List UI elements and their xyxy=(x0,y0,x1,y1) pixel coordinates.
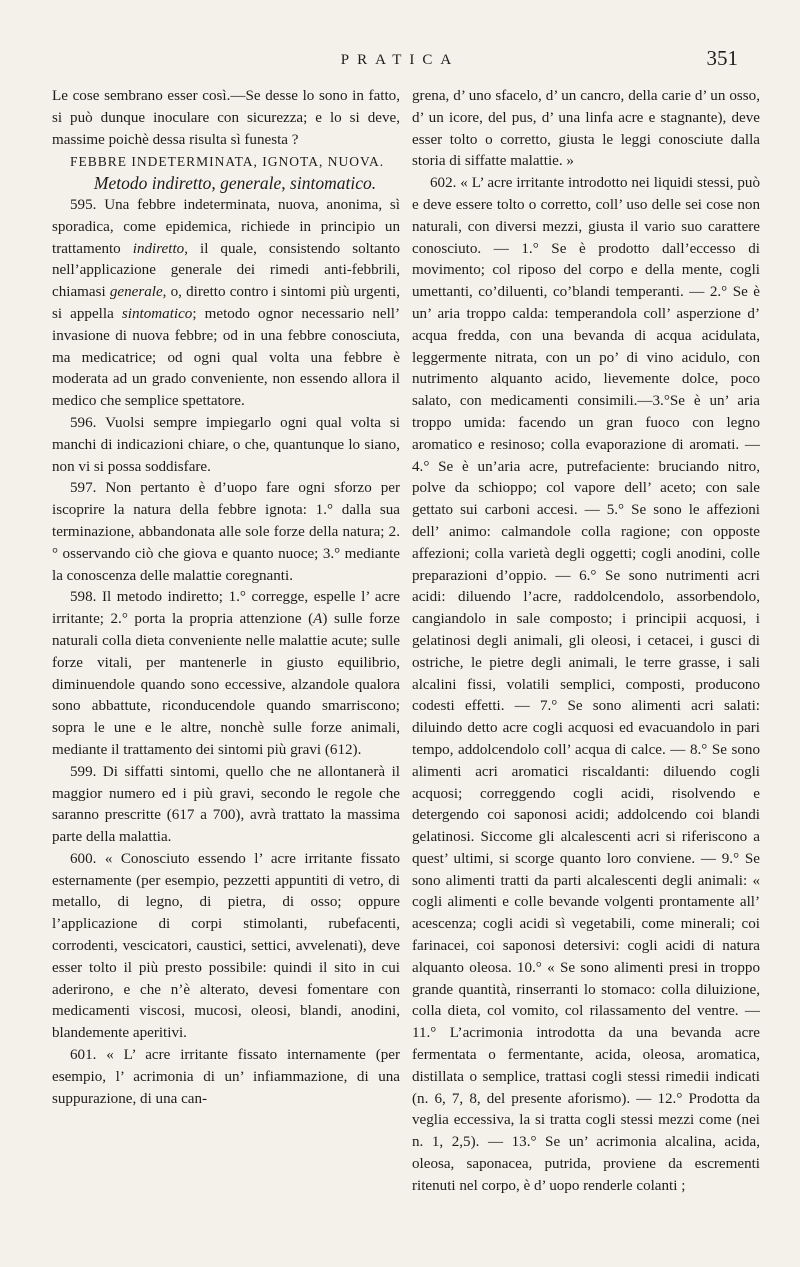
right-column xyxy=(412,86,760,1198)
paragraph-595 xyxy=(52,195,400,413)
paragraph-601: 601. « L’ acre irritante fissato internamente (per esempio, l’ acrimonia di un’ infiammazione, di una suppurazione, di una can- xyxy=(52,1047,400,1107)
paragraph-597: 597. Non pertanto è d’uopo fare ogni sforzo per iscoprire la natura della febbre ignota: 1.° dalla sua terminazione, abbandonata alle sole forze della natura; 2.° osservando ciò che giova e quanto nuoce; 3.° mediante la conoscenza delle malattie coregnanti. xyxy=(52,480,400,584)
text-segment: ) sulle forze naturali colla dieta conveniente nelle malattie acute; sulle forze vitali, per mantenerle in giusto equilibrio, diminuendole quando sono eccessive, alzandole qualora sono abbattute, riconducendole quando smarriscono; sopra le une e le altre, nonchè sulle forze animali, mediante il trattamento dei sintomi più gravi (612). xyxy=(52,611,400,758)
emphasis-a: A xyxy=(313,611,323,628)
emphasis-sintomatico: sintomatico xyxy=(121,305,193,322)
running-head: PRATICA xyxy=(340,52,460,68)
text-segment: 598. Il metodo indiretto; 1.° corregge, espelle l’ acre irritante; 2.° porta la propria attenzione ( xyxy=(52,589,400,628)
paragraph-598 xyxy=(52,587,400,761)
page-number: 351 xyxy=(706,46,738,70)
text-segment: 595. Una febbre indeterminata, nuova, anonima, sì sporadica, come epidemica, richiede in principio un trattamento xyxy=(52,196,400,257)
paragraph-601-continued: grena, d’ uno sfacelo, d’ un cancro, della carie d’ un osso, d’ un icore, del pus, d’ una linfa acre e stagnante), deve esser tolto o corretto, giusta le leggi conosciute dalla storia di siffatte malattie. » xyxy=(412,88,760,170)
paragraph-599: 599. Di siffatti sintomi, quello che ne allontanerà il maggior numero ed i più gravi, secondo le regole che saranno prescritte (617 a 700), avrà trattato la massima parte della malattia. xyxy=(52,763,400,846)
emphasis-generale: generale xyxy=(109,284,163,301)
emphasis-indiretto: indiretto xyxy=(132,240,185,257)
text-segment: , o, diretto contro i sintomi più urgenti, si appella xyxy=(52,284,400,322)
text-segment: , il quale, consistendo soltanto nell’applicazione generale dei rimedi anti-febbrili, chiamasi xyxy=(52,240,400,301)
page-header xyxy=(0,46,800,76)
section-subtitle: Metodo indiretto, generale, sintomatico. xyxy=(93,173,377,194)
paragraph-596: 596. Vuolsi sempre impiegarlo ogni qual volta si manchi di indicazioni chiare, o che, quantunque lo siano, non vi si possa soddisfare. xyxy=(52,414,400,475)
paragraph-602: 602. « L’ acre irritante introdotto nei liquidi stessi, può e deve essere tolto o corretto, coll’ uso delle sei cose non naturali, con diversi mezzi, giusta il vario suo carattere conosciuto. — 1.° Se è prodotto dall’eccesso di movimento; col riposo del corpo e della mente, cogli umettanti, co’diluenti, co’blandi temperanti. — 2.° Se è un’ aria troppo calda: temperandola coll’ asperzione d’ acqua fredda, con una bevanda di acqua acidulata, leggermente nitrata, con un po’ di vino acidulo, con nutrimento alquanto acido, lievemente dolce, poco salato, con medicamenti consimili.—3.°Se è un’ aria troppo umida: facendo un gran fuoco con legno aromatico e resinoso; colla evaporazione di aromati. — 4.° Se è un’aria acre, putrefaciente: bruciando nitro, polve da schioppo; col vapore dell’ aceto; con sale gettato sui carboni accesi. — 5.° Se sono le affezioni dell’ animo: calmandole colla ragione; con opposte affezioni; colla varietà degli oggetti; cogli anodini, colle preparazioni d’oppio. — 6.° Se sono nutrimenti acri acidi: diluendo l’acre, raddolcendolo, assorbendolo, cangiandolo in sale composto; i principii acquosi, i gelatinosi degli animali, gli oleosi, i cetacei, i gusci di ostriche, le pietre degli animali, le terre grasse, i sali alcalini fissi, volatili semplici, composti, producono codesti effetti. — 7.° Se sono alimenti acri salati: diluindo detto acre cogli acquosi ed evacuandolo in pari tempo, addolcendolo coll’ acqua di calce. — 8.° Se sono alimenti acri aromatici riscaldanti: diluendo cogli acquosi; correggendo cogli acidi, risolvendo e detergendo coi saponosi acidi; addolcendo coi blandi gelatinosi. Siccome gli alcalescenti acri si riferiscono a quest’ ultimi, si scorge quanto loro conviene. — 9.° Se sono alimenti tratti da parti alcalescenti degli animali: « cogli alimenti e colle bevande volgenti prontamente all’ acescenza; cogli acidi sì vegetabili, come minerali; coi farinacei, coi saponosi detersivi: cogli acidi di natura alquanto oleosa. 10.° « Se sono alimenti presi in troppo grande quantità, rinserranti lo stomaco: colla diluizione, colla dieta, col vomito, col rilassamento del ventre. — 11.° L’acrimonia introdotta da una bevanda acre fermentata o fermentante, acida, oleosa, aromatica, distillata o semplice, trattasi cogli stessi rimedii indicati (n. 6, 7, 8, del presente aforismo). — 12.° Prodotta da veglia eccessiva, la si tratta cogli stessi mezzi come (nei n. 1, 2,5). — 13.° Se un’ acrimonia alcalina, acida, oleosa, saponacea, putrida, proviene da escrementi ritenuti nel corpo, è d’ uopo renderle colanti ; xyxy=(412,175,760,1194)
left-column xyxy=(52,86,400,1110)
paragraph-600: 600. « Conosciuto essendo l’ acre irritante fissato esternamente (per esempio, pezzetti appuntiti di vetro, di metallo, di legno, di pietra, di osso; oppure l’applicazione di corpi stimolanti, rubefacenti, corrodenti, vescicatori, caustici, settici, avvelenati), deve esser tolto il più presto possibile: quindi il sito in cui aderirono, e che n’è alterato, devesi fomentare con medicamenti viscosi, mucosi, oleosi, blandi, anodini, blandemente aperitivi. xyxy=(52,850,400,1042)
text-segment: ; metodo ognor necessario nell’ invasione di nuova febbre; od in una febbre conosciuta, ma medicatrice; od ogni qual volta una febbre è moderata ad un grado conveniente, non essendo allora il medico che semplice spettatore. xyxy=(52,305,400,410)
section-title: FEBBRE INDETERMINATA, IGNOTA, NUOVA. xyxy=(70,154,385,170)
paragraph-intro: Le cose sembrano esser così.—Se desse lo sono in fatto, si può dunque inoculare con sicurezza; e lo si deve, massime poichè dessa risulta sì funesta ? xyxy=(52,88,400,148)
